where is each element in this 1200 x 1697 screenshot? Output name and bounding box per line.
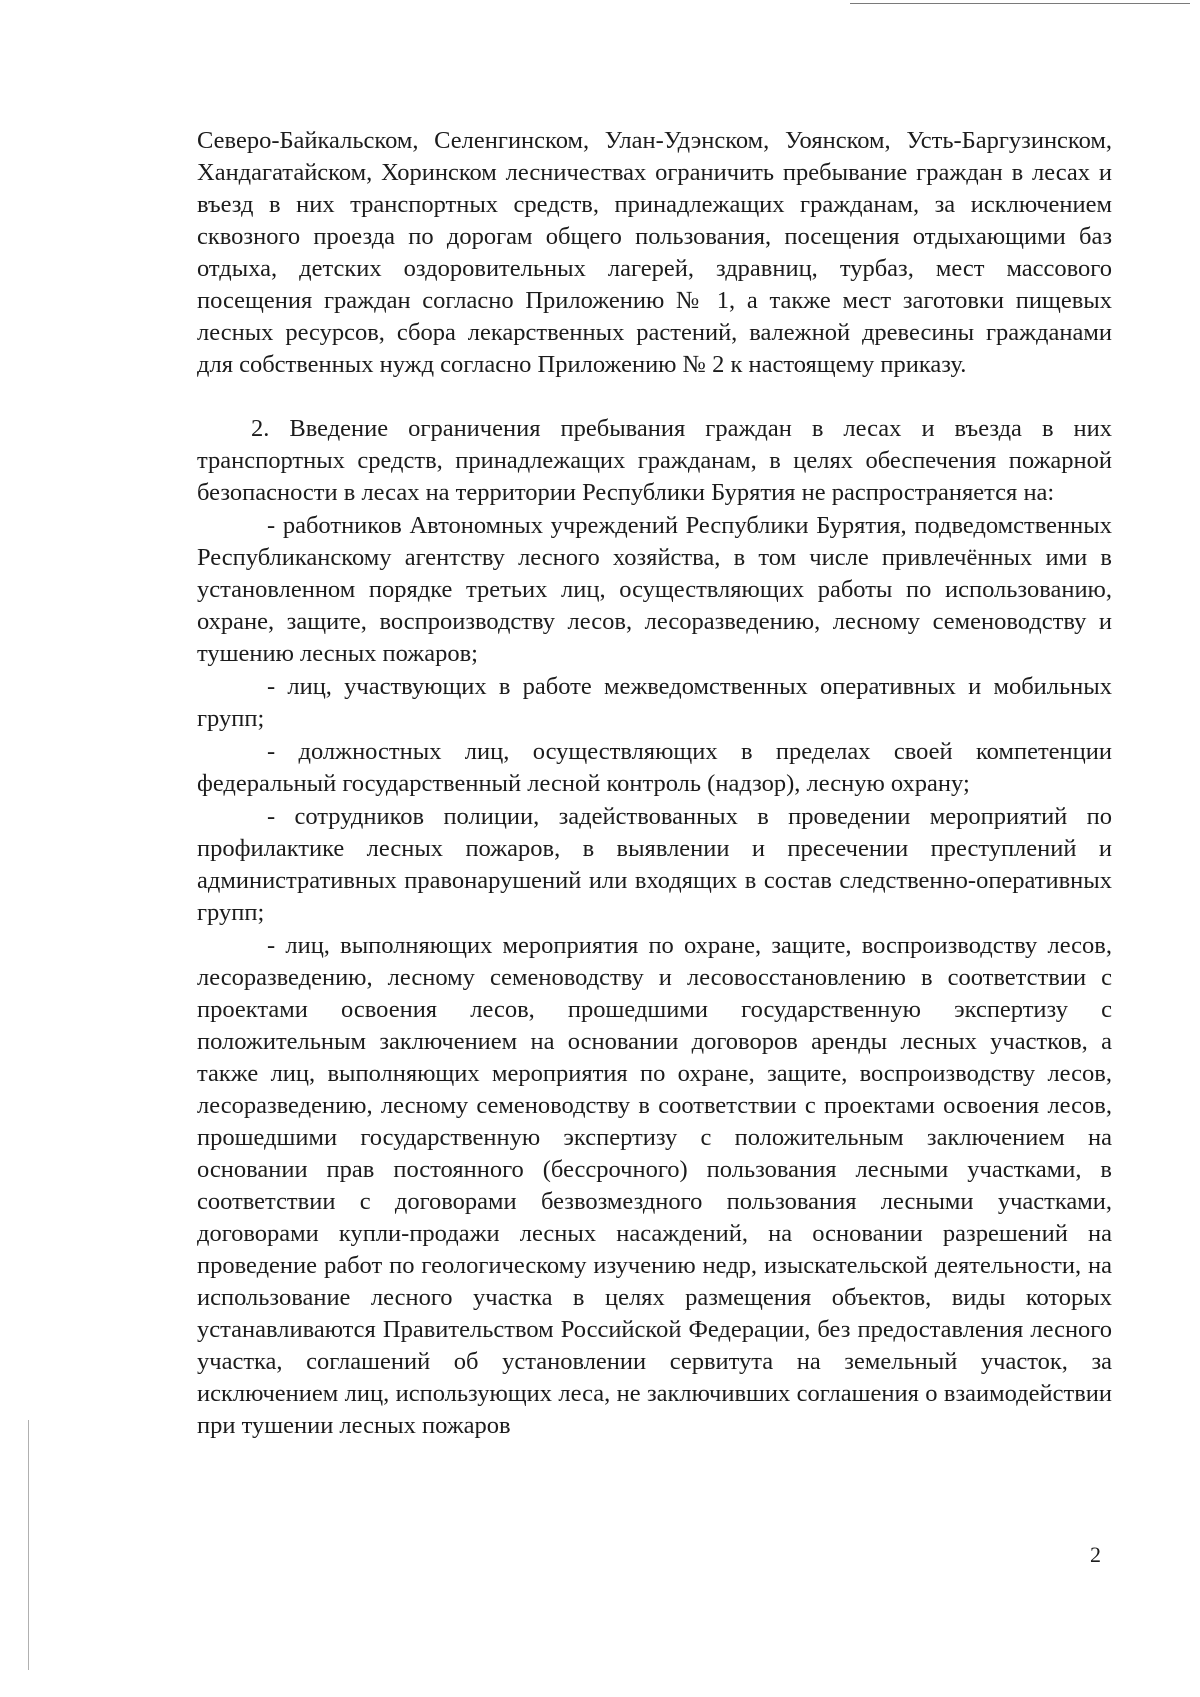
list-item-forest-users: - лиц, выполняющих мероприятия по охране, защите, воспроизводству лесов, лесоразведению, лесному семеноводству и лесовосстановлению в соответствии с проектами освоения лесов, прошедшими государственную экспертизу с положительным заключением на основании договоров аренды лесных участков, а также лиц, выполняющих мероприятия по охране, защите, воспроизводству лесов, лесоразведению, лесному семеноводству в соответствии с проектами освоения лесов, прошедшими государственную экспертизу с положительным заключением на основании прав постоянного (бессрочного) пользования лесными участками, в соответствии с договорами безвозмездного пользования лесными участками, договорами купли-продажи лесных насаждений, на основании разрешений на проведение работ по геологическому изучению недр, изыскательской деятельности, на использование лесного участка в целях размещения объектов, виды которых устанавливаются Правительством Российской Федерации, без предоставления лесного участка, соглашений об установлении сервитута на земельный участок, за исключением лиц, использующих леса, не заключивших соглашения о взаимодействии при тушении лесных пожаров bbox=[197, 932, 1112, 1439]
paragraph-continuation: Северо-Байкальском, Селенгинском, Улан-Удэнском, Уоянском, Усть-Баргузинском, Хандагатайском, Хоринском лесничествах ограничить пребывание граждан в лесах и въезд в них транспортных средств, принадлежащих гражданам, за исключением сквозного проезда по дорогам общего пользования, посещения отдыхающими баз отдыха, детских оздоровительных лагерей, здравниц, турбаз, мест массового посещения граждан согласно Приложению № 1, а также мест заготовки пищевых лесных ресурсов, сбора лекарственных растений, валежной древесины гражданами для собственных нужд согласно Приложению № 2 к настоящему приказу. bbox=[197, 127, 1112, 378]
page-number: 2 bbox=[1090, 1542, 1101, 1567]
list-item-police: - сотрудников полиции, задействованных в проведении мероприятий по профилактике лесных пожаров, в выявлении и пресечении преступлений и административных правонарушений или входящих в состав следственно-оперативных групп; bbox=[197, 803, 1112, 926]
list-item-forestry-workers: - работников Автономных учреждений Республики Бурятия, подведомственных Республиканскому агентству лесного хозяйства, в том числе привлечённых ими в установленном порядке третьих лиц, осуществляющих работы по использованию, охране, защите, воспроизводству лесов, лесоразведению, лесному семеноводству и тушению лесных пожаров; bbox=[197, 512, 1112, 667]
list-item-operational-groups: - лиц, участвующих в работе межведомственных оперативных и мобильных групп; bbox=[197, 673, 1112, 732]
document-body bbox=[197, 125, 1112, 1442]
list-item-officials: - должностных лиц, осуществляющих в пределах своей компетенции федеральный государственный лесной контроль (надзор), лесную охрану; bbox=[197, 738, 1112, 797]
scan-edge-line bbox=[850, 3, 1190, 4]
paragraph-item-2: 2. Введение ограничения пребывания граждан в лесах и въезда в них транспортных средств, принадлежащих гражданам, в целях обеспечения пожарной безопасности в лесах на территории Республики Бурятия не распространяется на: bbox=[197, 415, 1112, 506]
scan-margin-line bbox=[28, 1420, 29, 1670]
